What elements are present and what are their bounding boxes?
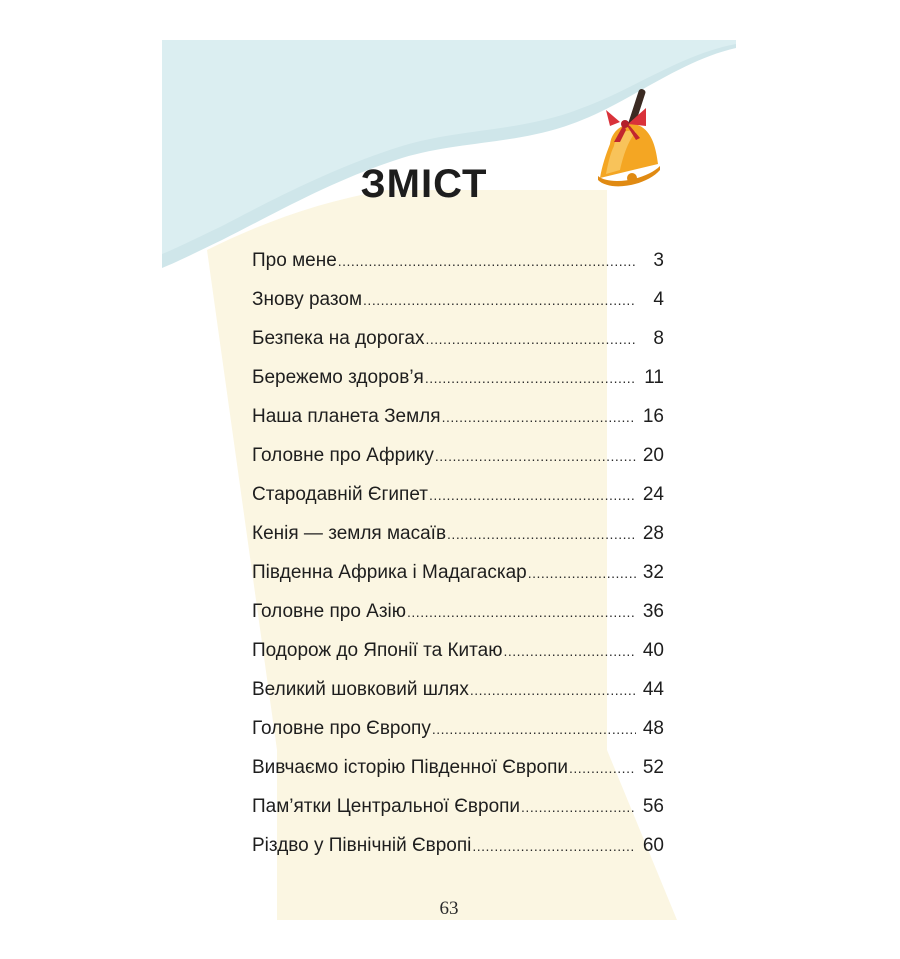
toc-entry-title: Вивчаємо історію Південної Європи: [252, 757, 568, 778]
toc-entry-title: Кенія — земля масаїв: [252, 523, 447, 544]
toc-entry-page: 11: [644, 367, 664, 388]
toc-entry-title: Південна Африка і Мадагаскар: [252, 562, 527, 583]
toc-entry-page: 40: [642, 640, 664, 661]
toc-entry: [252, 406, 664, 445]
toc-entry-page: 32: [642, 562, 664, 583]
toc-entry-title: Головне про Африку: [252, 445, 434, 466]
toc-entry-title: Наша планета Земля: [252, 406, 441, 427]
toc-entry: [252, 523, 664, 562]
toc-entry-title: Пам’ятки Центральної Європи: [252, 796, 521, 817]
toc-entry: [252, 640, 664, 679]
dot-leader: [528, 565, 636, 581]
toc-entry: [252, 328, 664, 367]
book-page: [162, 40, 736, 920]
dot-leader: [447, 526, 636, 542]
toc-entry-title: Великий шовковий шлях: [252, 679, 469, 700]
toc-entry-title: Стародавній Єгипет: [252, 484, 428, 505]
dot-leader: [425, 370, 636, 386]
dot-leader: [442, 409, 636, 425]
page-title: ЗМІСТ: [360, 162, 488, 206]
toc-entry: [252, 289, 664, 328]
toc-entry-page: 48: [642, 718, 664, 739]
toc-entry: [252, 367, 664, 406]
toc-entry-page: 60: [642, 835, 664, 856]
toc-entry-page: 56: [642, 796, 664, 817]
dot-leader: [521, 799, 636, 815]
dot-leader: [407, 604, 636, 620]
toc-entry-page: 44: [642, 679, 664, 700]
toc-entry: [252, 250, 664, 289]
toc-entry-title: Різдво у Північній Європі: [252, 835, 472, 856]
dot-leader: [569, 760, 636, 776]
dot-leader: [435, 448, 636, 464]
toc-entry-page: 36: [642, 601, 664, 622]
toc-entry-title: Подорож до Японії та Китаю: [252, 640, 503, 661]
dot-leader: [432, 721, 636, 737]
toc-entry-page: 20: [642, 445, 664, 466]
toc-entry-page: 4: [653, 289, 664, 310]
toc-entry-page: 28: [642, 523, 664, 544]
toc-entry-title: Головне про Азію: [252, 601, 407, 622]
toc-entry: [252, 601, 664, 640]
toc-entry-page: 16: [642, 406, 664, 427]
dot-leader: [429, 487, 636, 503]
toc-entry: [252, 445, 664, 484]
toc-entry: [252, 562, 664, 601]
toc-entry-title: Безпека на дорогах: [252, 328, 425, 349]
toc-entry-title: Про мене: [252, 250, 337, 271]
toc-entry: [252, 679, 664, 718]
toc-entry: [252, 718, 664, 757]
dot-leader: [503, 643, 636, 659]
toc-entry-page: 24: [642, 484, 664, 505]
toc-entry-title: Головне про Європу: [252, 718, 431, 739]
toc-entry-title: Бережемо здоров’я: [252, 367, 424, 388]
dot-leader: [472, 838, 636, 854]
toc-entry-page: 3: [653, 250, 664, 271]
dot-leader: [338, 253, 636, 269]
toc-entry-page: 52: [642, 757, 664, 778]
toc-entry: [252, 835, 664, 874]
dot-leader: [363, 292, 636, 308]
dot-leader: [425, 331, 636, 347]
toc-entry-title: Знову разом: [252, 289, 363, 310]
toc-entry: [252, 484, 664, 523]
toc-entry: [252, 757, 664, 796]
toc-entry-page: 8: [653, 328, 664, 349]
dot-leader: [470, 682, 636, 698]
table-of-contents: [252, 250, 664, 874]
page-number: 63: [439, 898, 459, 919]
toc-entry: [252, 796, 664, 835]
